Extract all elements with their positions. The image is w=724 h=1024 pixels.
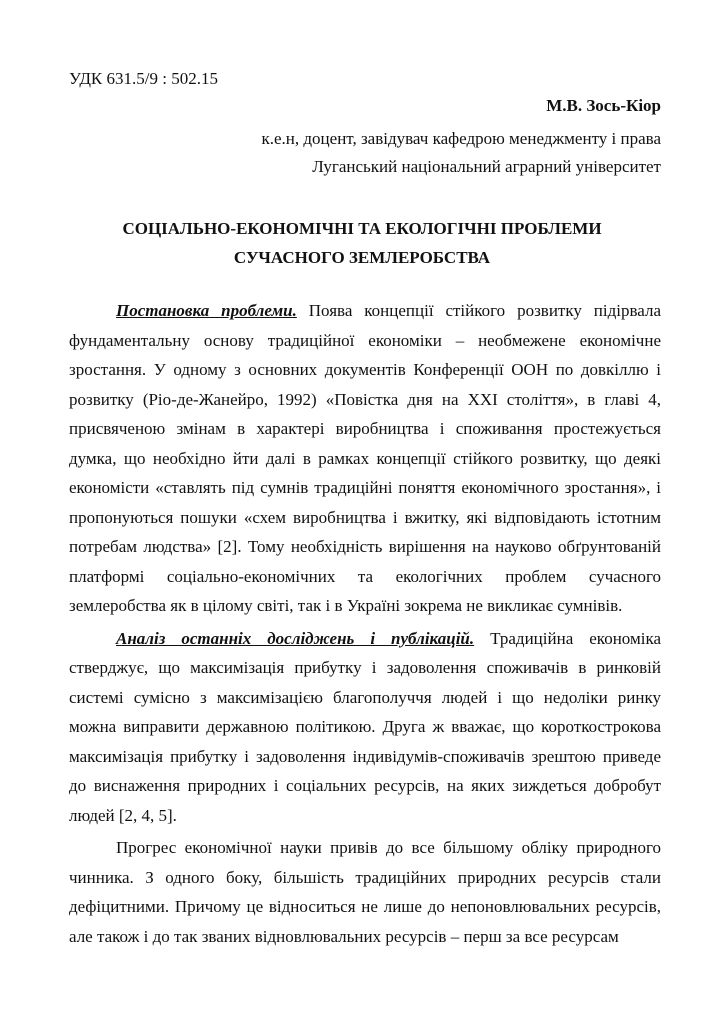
- line-text: присвяченою змінам в характері виробництва і споживання простежується: [69, 419, 661, 438]
- line-text: людей [2, 4, 5].: [69, 805, 177, 825]
- line-text: фундаментальну основу традиційної економіки – необмежене економічне: [69, 330, 661, 350]
- article-title-line-2: СУЧАСНОГО ЗЕМЛЕРОБСТВА: [233, 248, 491, 267]
- paragraph-line: [69, 653, 661, 683]
- line-text: розвитку (Ріо-де-Жанейро, 1992) «Повістка дня на XXI століття», в главі 4,: [69, 389, 661, 409]
- paragraph: [69, 833, 661, 951]
- paragraph-line: [69, 742, 661, 772]
- paragraph: [69, 296, 661, 621]
- paragraph-line: [69, 892, 661, 922]
- paragraph-line: [69, 771, 661, 801]
- paragraph-line: [69, 591, 661, 621]
- line-text: платформі соціально-економічних та екологічних проблем сучасного: [69, 566, 661, 586]
- paragraph-line: [69, 414, 661, 444]
- section-heading: Аналіз останніх досліджень і публікацій.: [116, 628, 475, 648]
- line-text: до виснаження природних і соціальних ресурсів, на яких зиждеться добробут: [69, 776, 661, 795]
- paragraph-line: [69, 296, 661, 326]
- line-text: зростання. У одному з основних документів Конференції ООН по довкіллю і: [69, 360, 661, 379]
- line-text: максимізація прибутку і задоволення індивідумів-споживачів зрештою приведе: [69, 746, 661, 766]
- line-text: можна виправити державною політикою. Друга ж вважає, що короткострокова: [69, 717, 661, 736]
- paragraph-line: [69, 801, 661, 831]
- author-name: М.В. Зось-Кіор: [546, 96, 661, 115]
- paragraph-line: [69, 503, 661, 533]
- paragraph-line: [69, 473, 661, 503]
- line-text: Традиційна економіка: [474, 628, 661, 648]
- section-heading: Постановка проблеми.: [116, 301, 297, 320]
- article-body: [69, 296, 661, 954]
- line-text: землеробства як в цілому світі, так і в Україні зокрема не викликає сумнівів.: [69, 596, 623, 615]
- article-title-line-1: СОЦІАЛЬНО-ЕКОНОМІЧНІ ТА ЕКОЛОГІЧНІ ПРОБЛЕМИ: [122, 219, 602, 238]
- author-position: к.е.н, доцент, завідувач кафедрою менеджменту і права: [261, 129, 661, 148]
- paragraph-line: [69, 922, 661, 952]
- paragraph-line: [69, 833, 661, 863]
- line-text: Прогрес економічної науки привів до все більшому обліку природного: [116, 838, 661, 857]
- paragraph-line: [69, 712, 661, 742]
- paragraph-line: [69, 444, 661, 474]
- paragraph-line: [69, 355, 661, 385]
- line-text: думка, що необхідно йти далі в рамках концепції стійкого розвитку, що деякі: [69, 448, 661, 468]
- line-text: економісти «ставлять під сумнів традиційні поняття економічного зростання», і: [69, 478, 661, 497]
- paragraph-line: [69, 863, 661, 893]
- paragraph-line: [69, 683, 661, 713]
- line-text: системі сумісно з максимізацією благополуччя людей і що недоліки ринку: [69, 687, 661, 707]
- line-text: пропонуються пошуки «схем виробництва і вжитку, які відповідають істотним: [69, 507, 661, 527]
- line-text: але також і до так званих відновлювальних ресурсів – перш за все ресурсам: [69, 926, 619, 946]
- paragraph-line: [69, 532, 661, 562]
- line-text: Поява концепції стійкого розвитку підірвала: [296, 301, 661, 320]
- udk-code: УДК 631.5/9 : 502.15: [69, 69, 218, 88]
- line-text: стверджує, що максимізація прибутку і задоволення споживачів в ринковій: [69, 658, 661, 677]
- line-text: дефіцитними. Причому це відноситься не лише до непоновлювальних ресурсів,: [69, 897, 661, 916]
- line-text: чинника. З одного боку, більшість традиційних природних ресурсів стали: [69, 867, 661, 887]
- paragraph-line: [69, 624, 661, 654]
- paragraph-line: [69, 562, 661, 592]
- line-text: потребам людства» [2]. Тому необхідність вирішення на науково обґрунтованій: [69, 537, 661, 556]
- paragraph-line: [69, 385, 661, 415]
- author-university: Луганський національний аграрний університет: [312, 157, 661, 176]
- paragraph: [69, 624, 661, 831]
- paragraph-line: [69, 326, 661, 356]
